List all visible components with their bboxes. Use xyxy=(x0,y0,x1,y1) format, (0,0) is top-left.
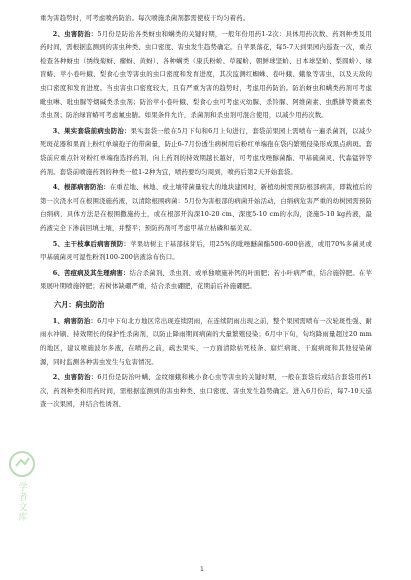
paragraph-text: 果实套袋一般在5月下旬和6月上旬进行，套袋前果园上需喷布一遍杀菌剂，以减少死斑花器和果面上粉红单端孢子的带菌量，防止6-7月份透生病树用后粉红单端孢在袋内繁殖侵染形成黑点病斑。套袋前应重点针对粉红单端孢选择药剂，向上药剂的持效期越长越好，可考虑戊唑醇菌酯、甲基硫菌灵、代森锰锌等药剂。套袋前喷施药剂的种类一般1-2种为宜，喷药要均匀周到，喷药后第2天开始套袋。 xyxy=(40,126,372,176)
paragraph-heading: 3、果实套袋前病虫防治： xyxy=(52,126,131,135)
watermark-text: 学者文库 xyxy=(16,482,27,522)
paragraph-text: 结合杀菌剂、杀虫剂、或单独喷施补钙的叶面肥；若小叶病严重，结合施锌肥。在苹果展叶期喷施锌肥；若树体缺硼严重，结合杀虫硼肥，花期前后补施硼肥。 xyxy=(40,268,372,291)
paragraph-text: 苹果幼树主干基部抹芽后，用25%的吡唑醚菌酯500-600倍液，或用70%多菌灵或甲基硫菌灵可湿性粉剂100-200倍液涂布伤口。 xyxy=(40,239,372,262)
paragraph xyxy=(40,125,372,179)
document-body xyxy=(40,12,372,414)
paragraph xyxy=(40,28,372,123)
paragraph-heading: 5、主干枝拿后病害预防： xyxy=(52,239,131,248)
paragraph xyxy=(40,181,372,235)
paragraph-text: 重为害趋势时，可考虑喷药防治。每次喷施杀菌剂都需使枝干均匀着药。 xyxy=(40,14,250,22)
watermark xyxy=(2,450,42,570)
paragraph xyxy=(40,12,372,26)
section-title: 六月：病虫防治 xyxy=(54,299,105,309)
paragraph-heading: 4、根部病害防治： xyxy=(52,183,110,192)
paragraph-text: 5月份是防治各类蚜虫和螨类的关键时期，一般年份用药1-2次：具体用药次数、药剂种类及用药时间，需根据监测到的害虫种类、虫口密度、害虫发生趋势确定。自苹果落花，每5-7天到果园内巡查一次，重点检查各种蚜虫（绣线菊蚜、瘤蚜、黄蚜）、各种螨类（康氏粉蚧、草履蚧、朝鲜球坚蚧、日本球坚蚧、梨圆蚧）、绿盲蝽、苹小卷叶蛾、梨食心虫等害虫的虫口密度和发育进度，其次监测红蜘蛛、卷叶蛾、蛾象等害虫，以及天敌的虫口密度和发育进度。当虫害虫口密度较大，且有严重为害的趋势时，考虑用药防治。防治蚜虫和螨类药剂可考虑毗虫啉、吡虫脲等烟碱类杀虫剂；防治苹小卷叶蛾、梨食心虫可考虑灭幼脲、杀铃脲、阿维菌素、虫酰肼等微素类杀虫剂；防治绿盲蝽可考虑氟虫腈。如果条件允许，杀菌剂和杀虫剂可混合使用，以减少用药次数。 xyxy=(40,29,372,120)
paragraph-text: 6月份是防治叶螨、金纹细蛾和桃小食心虫等害虫的关键时期，一般在套袋后或结合套袋用药1次，药剂种类和用药时间，需根据监测到的害虫种类、虫口密度、害虫发生趋势确定。进入6月份后，每7-10天巡查一次果园，并结合性诱剂、 xyxy=(40,373,373,409)
paragraph-text: 6月中下旬北方地区常出现连续阴雨，在连续阴雨出现之前，整个果园需喷布一次轮斑性强、耐雨水冲刷、持效期长的保护性杀菌剂，以防止降雨期间病菌的大量繁殖侵染；6月中下旬，旬均降雨量超过20 mm的地区，建议喷施波尔多液，在喷药之前，疏去果实，一方面清除枯死枝条、腐烂病斑、干腐病斑和其他侵染菌源，同时监测各种害虫发生与危害情况。 xyxy=(40,316,372,366)
paragraph xyxy=(40,371,372,412)
paragraph-heading: 6、苦痘病及其生理病害： xyxy=(52,268,130,277)
paragraph xyxy=(40,267,372,294)
paragraph-text: 在重茬地、林地、或土壤带菌量较大的地块建园时，新植幼树需预防根部病害，即栽植后的第一次浇水可在根围浇施药液，以清除根围病菌：5月份为害根部的病菌开始活动，白绢病危害严重的幼树园需预防白绢病，具体方法是在根围撒施药土，或在根部开沟深10-20 cm、深度5-10 cm的水沟，浇施5-10 kg药液，最药液完全下渗前回填土壤，并整平；预防药剂可考虑甲基立枯磷和福美双。 xyxy=(40,183,372,232)
page-number: 1 xyxy=(200,566,204,573)
paragraph xyxy=(40,315,372,369)
paragraph xyxy=(40,238,372,265)
paragraph-heading: 2、虫害防治： xyxy=(52,29,98,38)
watermark-logo-icon xyxy=(8,450,36,478)
paragraph-heading: 1、病害防治： xyxy=(52,316,98,325)
paragraph-heading: 2、虫害防治： xyxy=(52,373,98,382)
